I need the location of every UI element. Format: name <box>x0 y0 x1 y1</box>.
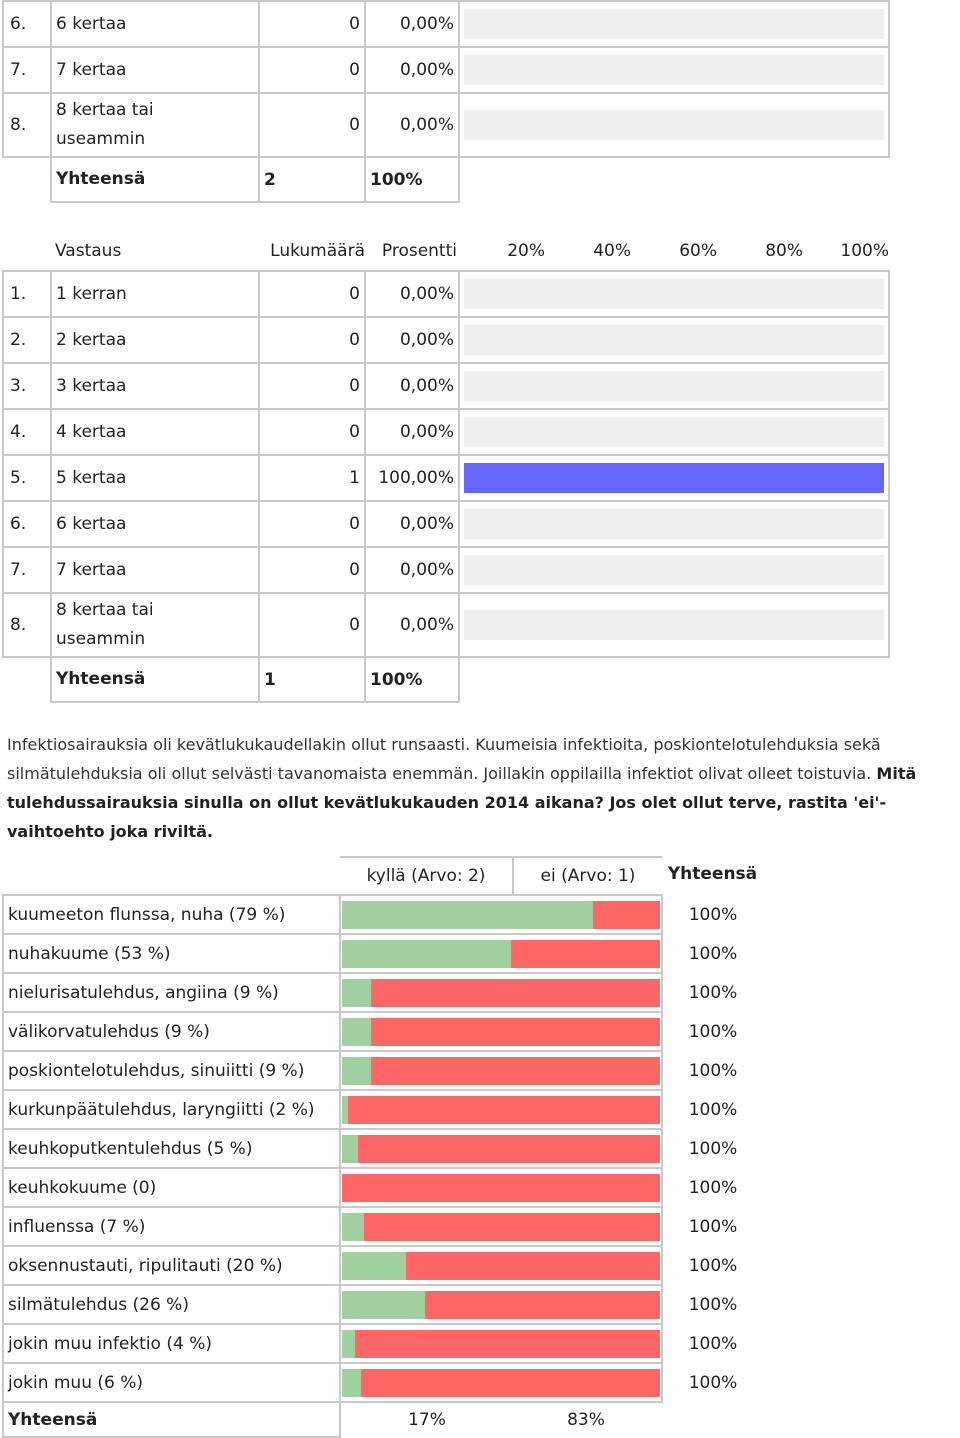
bar-track <box>464 555 884 585</box>
matrix-row-total: 100% <box>688 1177 738 1198</box>
matrix-row-label: influenssa (7 %) <box>3 1207 340 1246</box>
bar-segment-no <box>371 979 660 1007</box>
matrix-row <box>3 1207 764 1246</box>
matrix-total-label: Yhteensä <box>3 1402 340 1437</box>
row-number: 4. <box>3 409 51 455</box>
bar-track <box>464 325 884 355</box>
bar-segment-no <box>511 940 660 968</box>
row-label: 6 kertaa <box>51 501 259 547</box>
row-percent: 100,00% <box>365 455 459 501</box>
bar-segment-yes <box>342 901 593 929</box>
bar-segment-yes <box>342 1057 371 1085</box>
bar-segment-no <box>371 1057 660 1085</box>
header-no: ei (Arvo: 1) <box>540 866 636 886</box>
stacked-bar <box>342 1291 660 1319</box>
row-count: 0 <box>259 317 365 363</box>
bar-segment-no <box>342 1174 660 1202</box>
matrix-bar-cell <box>340 1246 662 1285</box>
bar-track <box>464 110 884 140</box>
matrix-row <box>3 1051 764 1090</box>
row-bar-cell <box>459 1 889 47</box>
total-spacer <box>3 657 51 702</box>
matrix-row-total: 100% <box>688 943 738 964</box>
bar-segment-no <box>593 901 660 929</box>
row-percent: 0,00% <box>365 271 459 317</box>
table-row <box>3 47 889 93</box>
matrix-row-total: 100% <box>688 1255 738 1276</box>
matrix-bar-cell <box>340 895 662 934</box>
matrix-row-label: oksennustauti, ripulitauti (20 %) <box>3 1246 340 1285</box>
row-number: 2. <box>3 317 51 363</box>
question-text: Mitä tulehdussairauksia sinulla on ollut kevätlukukauden 2014 aikana? Jos olet ollut terve, rastita 'ei'-vaihtoehto joka riviltä. <box>7 764 917 841</box>
scale-tick: 20% <box>507 241 545 261</box>
stacked-bar <box>342 1018 660 1046</box>
row-bar-cell <box>459 93 889 157</box>
row-label: 8 kertaa tai useammin <box>51 593 259 657</box>
bar-segment-yes <box>342 1252 406 1280</box>
matrix-bar-cell <box>340 1090 662 1129</box>
matrix-row <box>3 1246 764 1285</box>
total-empty <box>459 657 889 702</box>
total-spacer <box>3 157 51 202</box>
row-count: 0 <box>259 593 365 657</box>
matrix-total-no: 83% <box>567 1410 605 1430</box>
bar-segment-yes <box>342 1291 425 1319</box>
matrix-row-label: nielurisatulehdus, angiina (9 %) <box>3 973 340 1012</box>
stacked-bar <box>342 979 660 1007</box>
row-label: 7 kertaa <box>51 47 259 93</box>
total-label: Yhteensä <box>51 657 259 702</box>
row-number: 1. <box>3 271 51 317</box>
matrix-row-label: välikorvatulehdus (9 %) <box>3 1012 340 1051</box>
matrix-bar-cell <box>340 1012 662 1051</box>
scale-tick: 40% <box>593 241 631 261</box>
bar-segment-no <box>355 1330 660 1358</box>
bar-segment-yes <box>342 1135 358 1163</box>
matrix-row <box>3 1168 764 1207</box>
row-number: 8. <box>3 93 51 157</box>
row-percent: 0,00% <box>365 501 459 547</box>
row-count: 0 <box>259 409 365 455</box>
row-percent: 0,00% <box>365 317 459 363</box>
matrix-total-row <box>3 1402 764 1437</box>
bar-segment-no <box>406 1252 660 1280</box>
table-row <box>3 93 889 157</box>
row-count: 1 <box>259 455 365 501</box>
bar-segment-yes <box>342 979 371 1007</box>
matrix-bar-cell <box>340 1207 662 1246</box>
row-percent: 0,00% <box>365 363 459 409</box>
row-bar-cell <box>459 317 889 363</box>
matrix-bar-cell <box>340 1051 662 1090</box>
matrix-bar-cell <box>340 1324 662 1363</box>
matrix-row-label: jokin muu infektio (4 %) <box>3 1324 340 1363</box>
bar-track <box>464 509 884 539</box>
header-count: Lukumäärä <box>270 241 365 261</box>
stacked-bar <box>342 1330 660 1358</box>
row-percent: 0,00% <box>365 547 459 593</box>
matrix-row-total: 100% <box>688 1216 738 1237</box>
row-label: 3 kertaa <box>51 363 259 409</box>
row-bar-cell <box>459 593 889 657</box>
scale-tick: 60% <box>679 241 717 261</box>
row-number: 7. <box>3 547 51 593</box>
row-label: 5 kertaa <box>51 455 259 501</box>
bar-segment-yes <box>342 1369 361 1397</box>
row-label: 6 kertaa <box>51 1 259 47</box>
matrix-row <box>3 1090 764 1129</box>
row-count: 0 <box>259 47 365 93</box>
bar-segment-no <box>361 1369 660 1397</box>
matrix-row-total: 100% <box>688 1060 738 1081</box>
table-row <box>3 363 889 409</box>
total-count: 2 <box>259 157 365 202</box>
bar-segment-yes <box>342 1213 364 1241</box>
row-count: 0 <box>259 271 365 317</box>
row-count: 0 <box>259 1 365 47</box>
table-row <box>3 547 889 593</box>
table-row <box>3 409 889 455</box>
bar-track <box>464 279 884 309</box>
bar-segment-no <box>364 1213 660 1241</box>
header-yes: kyllä (Arvo: 2) <box>366 866 486 886</box>
matrix-row-label: poskiontelotulehdus, sinuiitti (9 %) <box>3 1051 340 1090</box>
table-row <box>3 501 889 547</box>
matrix-row-total: 100% <box>688 904 738 925</box>
row-count: 0 <box>259 547 365 593</box>
header-total: Yhteensä <box>667 863 758 884</box>
row-number: 3. <box>3 363 51 409</box>
matrix-total-wrap <box>341 1410 662 1430</box>
frequency-table <box>2 232 890 703</box>
commentary-text: Infektiosairauksia oli kevätlukukaudellakin ollut runsaasti. Kuumeisia infektioita, poskiontelotulehduksia sekä silmätulehduksia oli ollut selvästi tavanomaista enemmän. Joillakin oppilailla infektiot olivat olleet toistuvia. <box>7 735 881 783</box>
row-percent: 0,00% <box>365 93 459 157</box>
row-percent: 0,00% <box>365 409 459 455</box>
stacked-bar <box>342 1096 660 1124</box>
row-number: 6. <box>3 501 51 547</box>
row-percent: 0,00% <box>365 1 459 47</box>
matrix-row <box>3 1324 764 1363</box>
matrix-row-total: 100% <box>688 1333 738 1354</box>
matrix-bar-cell <box>340 934 662 973</box>
header-answer: Vastaus <box>55 241 122 261</box>
matrix-row-total: 100% <box>688 1294 738 1315</box>
row-count: 0 <box>259 501 365 547</box>
matrix-row <box>3 1285 764 1324</box>
matrix-total-empty <box>662 1402 764 1437</box>
matrix-row-total: 100% <box>688 1021 738 1042</box>
bar-track <box>464 9 884 39</box>
stacked-bar <box>342 1174 660 1202</box>
table-row <box>3 1 889 47</box>
header-percent: Prosentti <box>381 241 457 261</box>
row-percent: 0,00% <box>365 47 459 93</box>
matrix-bar-cell <box>340 1168 662 1207</box>
bar-segment-no <box>348 1096 660 1124</box>
row-percent: 0,00% <box>365 593 459 657</box>
total-label: Yhteensä <box>51 157 259 202</box>
total-percent: 100% <box>365 657 459 702</box>
matrix-row <box>3 973 764 1012</box>
row-number: 6. <box>3 1 51 47</box>
total-percent: 100% <box>365 157 459 202</box>
bar-segment-yes <box>342 940 511 968</box>
matrix-bar-cell <box>340 1363 662 1402</box>
row-label: 8 kertaa tai useammin <box>51 93 259 157</box>
row-number: 8. <box>3 593 51 657</box>
matrix-row <box>3 1129 764 1168</box>
stacked-bar <box>342 1057 660 1085</box>
bar-segment-no <box>358 1135 660 1163</box>
row-label: 7 kertaa <box>51 547 259 593</box>
matrix-row-label: kuumeeton flunssa, nuha (79 %) <box>3 895 340 934</box>
commentary <box>7 730 959 846</box>
matrix-bar-cell <box>340 1285 662 1324</box>
table-row <box>3 455 889 501</box>
row-bar-cell <box>459 271 889 317</box>
matrix-row-total: 100% <box>688 982 738 1003</box>
table-row <box>3 593 889 657</box>
matrix-total-values <box>340 1402 662 1437</box>
bar-fill <box>464 463 884 493</box>
row-bar-cell <box>459 47 889 93</box>
row-number: 7. <box>3 47 51 93</box>
matrix-row-label: keuhkoputkentulehdus (5 %) <box>3 1129 340 1168</box>
bar-segment-no <box>371 1018 660 1046</box>
matrix-row-label: jokin muu (6 %) <box>3 1363 340 1402</box>
matrix-row-total: 100% <box>688 1372 738 1393</box>
stacked-bar <box>342 940 660 968</box>
matrix-row-label: nuhakuume (53 %) <box>3 934 340 973</box>
total-count: 1 <box>259 657 365 702</box>
stacked-bar <box>342 1252 660 1280</box>
matrix-row-total: 100% <box>688 1138 738 1159</box>
bar-track <box>464 417 884 447</box>
bar-segment-yes <box>342 1018 371 1046</box>
percent-scale <box>459 241 889 261</box>
matrix-header-row <box>3 852 764 895</box>
row-bar-cell <box>459 363 889 409</box>
matrix-row <box>3 1363 764 1402</box>
row-bar-cell <box>459 455 889 501</box>
total-row <box>3 157 889 202</box>
total-row <box>3 657 889 702</box>
matrix-bar-cell <box>340 1129 662 1168</box>
bar-track <box>464 610 884 640</box>
row-count: 0 <box>259 93 365 157</box>
table-header-row <box>3 232 889 271</box>
row-number: 5. <box>3 455 51 501</box>
matrix-row-label: kurkunpäätulehdus, laryngiitti (2 %) <box>3 1090 340 1129</box>
total-empty <box>459 157 889 202</box>
table-row <box>3 317 889 363</box>
row-label: 4 kertaa <box>51 409 259 455</box>
row-bar-cell <box>459 409 889 455</box>
stacked-bar <box>342 1213 660 1241</box>
matrix-row-label: keuhkokuume (0) <box>3 1168 340 1207</box>
matrix-row <box>3 1012 764 1051</box>
row-label: 1 kerran <box>51 271 259 317</box>
bar-track <box>464 371 884 401</box>
bar-track <box>464 463 884 493</box>
stacked-bar <box>342 1369 660 1397</box>
infection-matrix-table <box>2 852 765 1438</box>
stacked-bar <box>342 901 660 929</box>
bar-segment-yes <box>342 1330 355 1358</box>
scale-tick: 80% <box>765 241 803 261</box>
bar-segment-no <box>425 1291 660 1319</box>
matrix-row <box>3 934 764 973</box>
matrix-row-total: 100% <box>688 1099 738 1120</box>
row-bar-cell <box>459 547 889 593</box>
matrix-bar-cell <box>340 973 662 1012</box>
frequency-table-previous <box>2 0 890 203</box>
row-count: 0 <box>259 363 365 409</box>
matrix-total-yes: 17% <box>408 1410 446 1430</box>
matrix-row <box>3 895 764 934</box>
stacked-bar <box>342 1135 660 1163</box>
matrix-row-label: silmätulehdus (26 %) <box>3 1285 340 1324</box>
table-row <box>3 271 889 317</box>
row-bar-cell <box>459 501 889 547</box>
row-label: 2 kertaa <box>51 317 259 363</box>
bar-track <box>464 55 884 85</box>
scale-tick: 100% <box>840 241 889 261</box>
